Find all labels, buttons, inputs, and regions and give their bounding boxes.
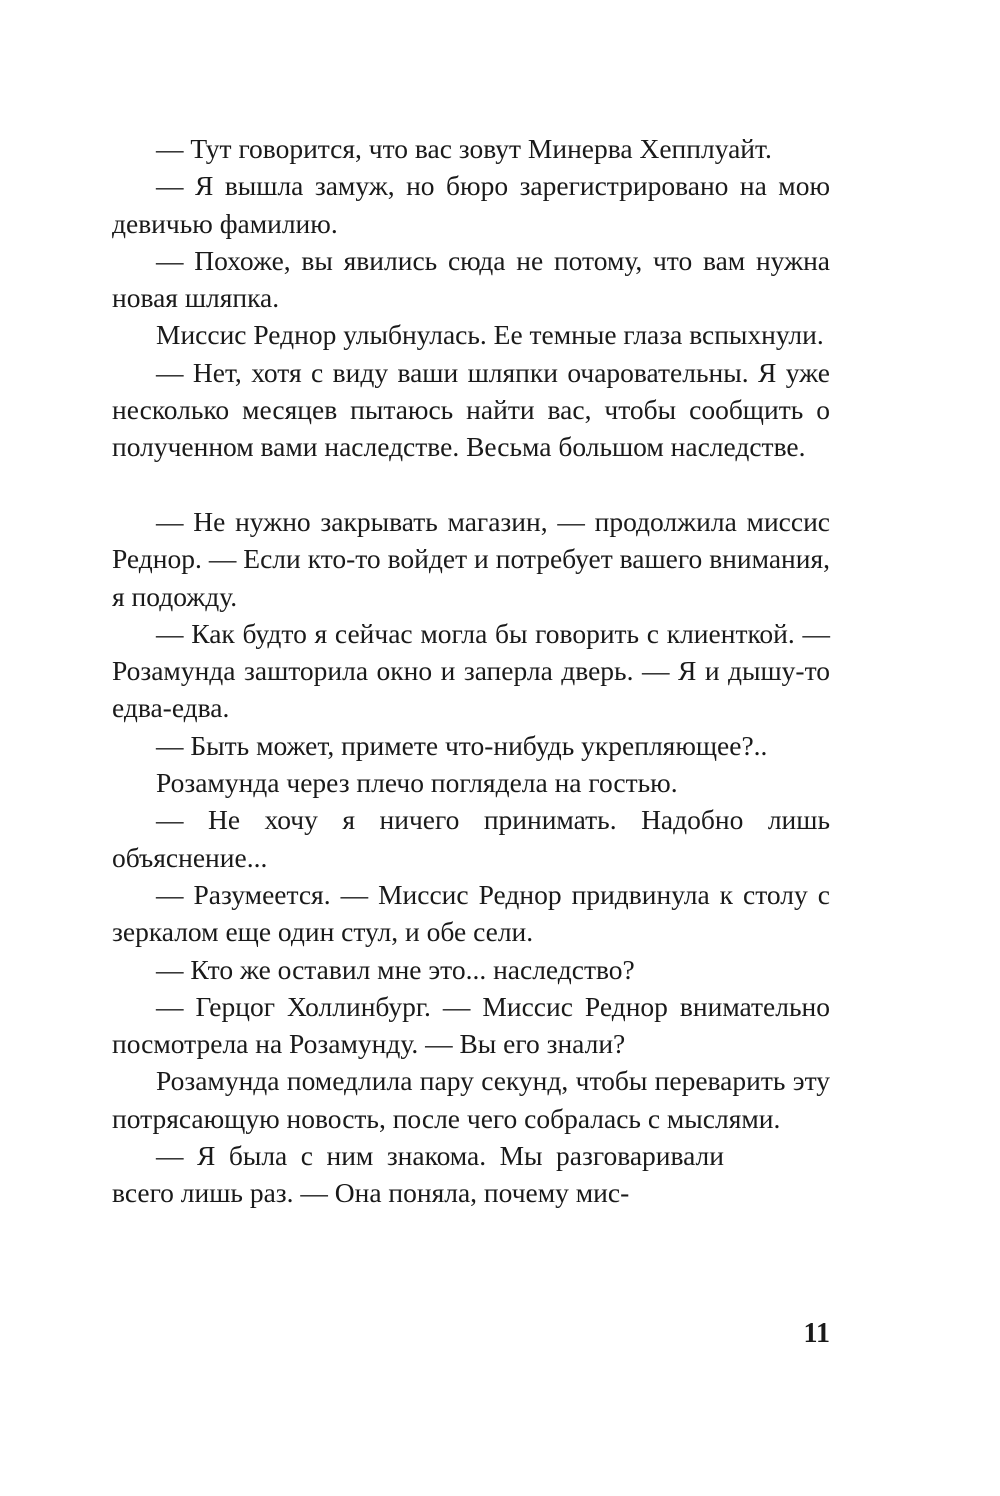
last-paragraph: — Я была с ним знакома. Мы разговаривали всего лишь раз. — Она поняла, почему мис- (112, 1140, 724, 1209)
paragraph: — Похоже, вы явились сюда не потому, что вам нужна новая шляпка. (112, 244, 830, 314)
paragraph: — Не нужно закрывать магазин, — продолжила миссис Реднор. — Если кто-то войдет и потребует вашего внимания, я подожду. (112, 505, 830, 612)
paragraph: — Как будто я сейчас могла бы говорить с клиенткой. — Розамунда зашторила окно и заперла дверь. — Я и дышу-то едва-едва. (112, 617, 830, 724)
page-number: 11 (803, 1318, 830, 1349)
page-text (112, 130, 830, 1212)
paragraph: — Разумеется. — Миссис Реднор придвинула к столу с зеркалом еще один стул, и обе сели. (112, 878, 830, 948)
paragraph: Миссис Реднор улыбнулась. Ее темные глаза вспыхнули. (156, 319, 824, 351)
paragraph: — Я вышла замуж, но бюро зарегистрировано на мою девичью фамилию. (112, 170, 830, 239)
paragraph: — Быть может, примете что-нибудь укрепляющее?.. (156, 729, 768, 761)
paragraph: — Не хочу я ничего принимать. Надобно лишь объяснение... (112, 804, 830, 873)
paragraph: — Герцог Холлинбург. — Миссис Реднор внимательно посмотрела на Розамунду. — Вы его знали? (112, 990, 830, 1060)
paragraph: Розамунда через плечо поглядела на гостью. (156, 767, 678, 799)
paragraph: — Нет, хотя с виду ваши шляпки очаровательны. Я уже несколько месяцев пытаюсь найти вас, чтобы сообщить о полученном вами наследстве. Весьма большом наследстве. (112, 356, 830, 463)
section-break (112, 466, 830, 503)
paragraph: — Тут говорится, что вас зовут Минерва Хепплуайт. (156, 133, 772, 164)
paragraph: — Кто же оставил мне это... наследство? (156, 953, 635, 985)
paragraph: Розамунда помедлила пару секунд, чтобы переварить эту потрясающую новость, после чего собралась с мыслями. (112, 1065, 830, 1134)
